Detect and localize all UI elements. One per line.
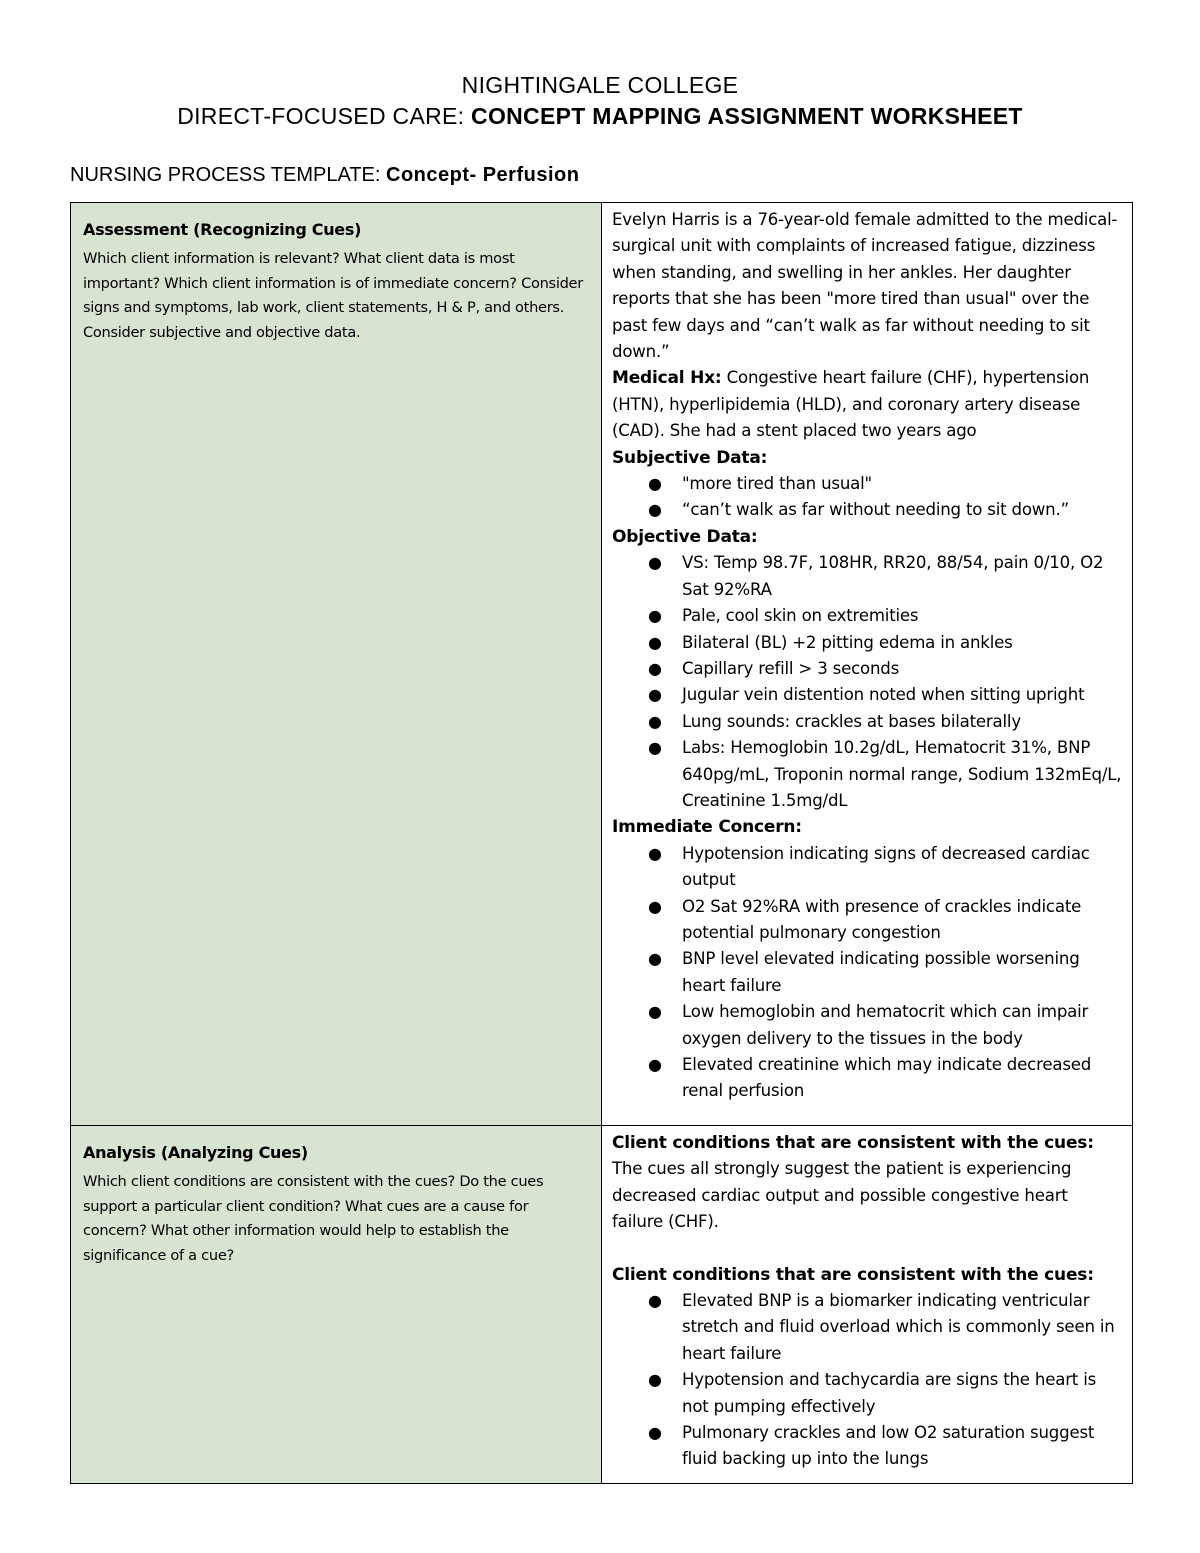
analysis-row — [71, 1126, 1133, 1484]
spacer — [612, 1236, 1122, 1262]
list-item — [612, 656, 1122, 682]
list-item-text: Hypotension and tachycardia are signs the heart is not pumping effectively — [682, 1370, 1097, 1416]
list-item — [612, 946, 1122, 999]
list-item — [612, 1420, 1122, 1473]
list-item — [612, 1367, 1122, 1420]
bullet-icon: ● — [648, 843, 662, 863]
assessment-label-cell — [71, 203, 602, 1126]
list-item-text: VS: Temp 98.7F, 108HR, RR20, 88/54, pain 0/10, O2 Sat 92%RA — [682, 553, 1104, 599]
assessment-row — [71, 203, 1133, 1126]
list-item-text: Low hemoglobin and hematocrit which can impair oxygen delivery to the tissues in the body — [682, 1002, 1089, 1048]
list-item — [612, 1052, 1122, 1105]
list-item — [612, 682, 1122, 708]
list-item — [612, 1288, 1122, 1367]
bullet-icon: ● — [648, 553, 662, 573]
list-item-text: Elevated creatinine which may indicate decreased renal perfusion — [682, 1055, 1092, 1101]
bullet-icon: ● — [648, 1002, 662, 1022]
bullet-icon: ● — [648, 949, 662, 969]
patient-intro: Evelyn Harris is a 76-year-old female admitted to the medical-surgical unit with complaints of increased fatigue, dizziness when standing, and swelling in her ankles. Her daughter reports that she has been "more tired than usual" over the past few days and “can’t walk as far without needing to sit down.” — [612, 210, 1118, 362]
assessment-heading: Assessment (Recognizing Cues) — [83, 220, 362, 239]
list-item — [612, 894, 1122, 947]
analysis-content-cell — [602, 1126, 1133, 1484]
objective-heading: Objective Data: — [612, 526, 758, 547]
list-item-text: Jugular vein distention noted when sitting upright — [682, 685, 1085, 705]
analysis-prompt: Which client conditions are consistent with the cues? Do the cues support a particular client condition? What cues are a cause for concern? What other information would help to establish the significance of a cue? — [83, 1173, 544, 1264]
analysis-heading: Analysis (Analyzing Cues) — [83, 1143, 308, 1162]
list-item-text: Pulmonary crackles and low O2 saturation suggest fluid backing up into the lungs — [682, 1423, 1095, 1469]
worksheet-title-bold: CONCEPT MAPPING ASSIGNMENT WORKSHEET — [471, 103, 1023, 129]
worksheet-title — [0, 100, 1200, 132]
bullet-icon: ● — [648, 632, 662, 652]
list-item — [612, 735, 1122, 814]
document-header — [0, 70, 1200, 132]
list-item-text: Bilateral (BL) +2 pitting edema in ankles — [682, 632, 1013, 652]
bullet-icon: ● — [648, 1291, 662, 1311]
bullet-icon: ● — [648, 606, 662, 626]
list-item — [612, 550, 1122, 603]
list-item — [612, 603, 1122, 629]
subjective-heading: Subjective Data: — [612, 447, 768, 468]
list-item — [612, 471, 1122, 497]
worksheet-title-prefix: DIRECT-FOCUSED CARE: — [177, 103, 472, 129]
template-concept: Concept- Perfusion — [386, 164, 580, 186]
list-item-text: Pale, cool skin on extremities — [682, 606, 919, 626]
assessment-prompt: Which client information is relevant? What client data is most important? Which client information is of immediate concern? Consider signs and symptoms, lab work, client statements, H & P, and others. Consider subjective and objective data. — [83, 250, 583, 341]
conditions-text: The cues all strongly suggest the patient is experiencing decreased cardiac output and possible congestive heart failure (CHF). — [612, 1159, 1072, 1232]
list-item-text: Lung sounds: crackles at bases bilaterally — [682, 711, 1021, 731]
list-item-text: “can’t walk as far without needing to sit down.” — [682, 500, 1069, 520]
subjective-list — [612, 471, 1122, 524]
list-item — [612, 709, 1122, 735]
list-item — [612, 497, 1122, 523]
list-item — [612, 630, 1122, 656]
list-item-text: Elevated BNP is a biomarker indicating ventricular stretch and fluid overload which is commonly seen in heart failure — [682, 1291, 1115, 1363]
bullet-icon: ● — [648, 474, 662, 494]
conditions-heading: Client conditions that are consistent with the cues: — [612, 1133, 1094, 1153]
worksheet-table — [70, 202, 1133, 1484]
immediate-concern-list — [612, 841, 1122, 1105]
analysis-label-cell — [71, 1126, 602, 1484]
list-item — [612, 841, 1122, 894]
bullet-icon: ● — [648, 500, 662, 520]
immediate-concern-heading: Immediate Concern: — [612, 817, 802, 838]
bullet-icon: ● — [648, 1055, 662, 1074]
medical-history — [612, 365, 1122, 444]
conditions-heading-repeat: Client conditions that are consistent with the cues: — [612, 1264, 1094, 1285]
list-item-text: "more tired than usual" — [682, 474, 872, 494]
list-item-text: O2 Sat 92%RA with presence of crackles indicate potential pulmonary congestion — [682, 896, 1082, 942]
list-item-text: Labs: Hemoglobin 10.2g/dL, Hematocrit 31%, BNP 640pg/mL, Troponin normal range, Sodium 132mEq/L, Creatinine 1.5mg/dL — [682, 738, 1122, 810]
list-item-text: BNP level elevated indicating possible worsening heart failure — [682, 949, 1080, 995]
bullet-icon: ● — [648, 685, 662, 705]
supporting-cues-list — [612, 1288, 1122, 1473]
bullet-icon: ● — [648, 1370, 662, 1390]
list-item-text: Hypotension indicating signs of decreased cardiac output — [682, 843, 1090, 890]
bullet-icon: ● — [648, 658, 662, 678]
template-label: NURSING PROCESS TEMPLATE: — [70, 164, 386, 186]
bullet-icon: ● — [648, 896, 662, 916]
list-item — [612, 999, 1122, 1052]
medical-hx-text: Congestive heart failure (CHF), hypertension (HTN), hyperlipidemia (HLD), and coronary artery disease (CAD). She had a stent placed two years ago — [612, 368, 1090, 441]
college-name: NIGHTINGALE COLLEGE — [461, 72, 739, 98]
objective-list — [612, 550, 1122, 814]
list-item-text: Capillary refill > 3 seconds — [682, 658, 900, 678]
template-line — [70, 162, 579, 188]
bullet-icon: ● — [648, 711, 662, 731]
bullet-icon: ● — [648, 1423, 662, 1443]
assessment-content-cell — [602, 203, 1133, 1126]
bullet-icon: ● — [648, 738, 662, 758]
medical-hx-label: Medical Hx: — [612, 368, 722, 389]
